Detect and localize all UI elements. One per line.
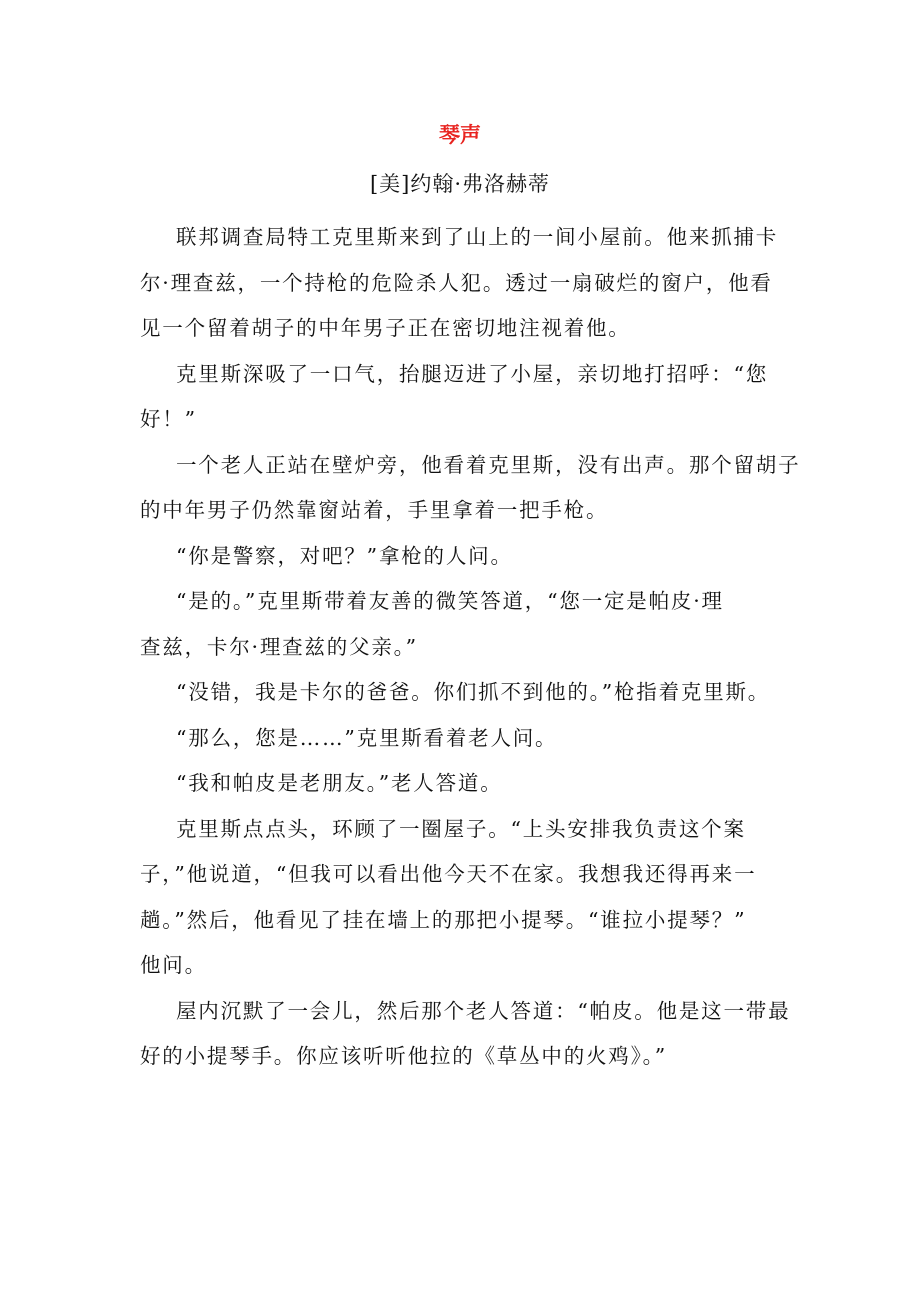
text-line: 好！” (140, 407, 197, 431)
text-line: 联邦调查局特工克里斯来到了山上的一间小屋前。他来抓捕卡 (176, 225, 779, 249)
text-line: 一个老人正站在壁炉旁，他看着克里斯，没有出声。那个留胡子 (176, 452, 801, 477)
text-line: 的中年男子仍然靠窗站着，手里拿着一把手枪。 (140, 498, 609, 522)
text-line: “没错，我是卡尔的爸爸。你们抓不到他的。”枪指着克里斯。 (176, 680, 771, 704)
text-line: 他问。 (140, 953, 207, 977)
text-line: 屋内沉默了一会儿，然后那个老人答道：“帕皮。他是这一带最 (176, 998, 791, 1023)
text-line: 见一个留着胡子的中年男子正在密切地注视着他。 (140, 316, 631, 340)
text-line: “是的。”克里斯带着友善的微笑答道，“您一定是帕皮·理 (176, 589, 724, 613)
text-line: “你是警察，对吧？”拿枪的人问。 (176, 543, 513, 568)
text-line: “我和帕皮是老朋友。”老人答道。 (176, 771, 503, 795)
text-line: 查兹，卡尔·理查兹的父亲。” (140, 634, 418, 659)
text-line: 克里斯点点头，环顾了一圈屋子。“上头安排我负责这个案 (176, 816, 746, 841)
story-body (140, 215, 801, 1080)
text-line: 好的小提琴手。你应该听听他拉的《草丛中的火鸡》。” (140, 1044, 667, 1068)
story-title: 琴声 (439, 122, 481, 147)
text-line: 克里斯深吸了一口气，抬腿迈进了小屋，亲切地打招呼：“您 (176, 361, 769, 386)
text-line: 子，”他说道，“但我可以看出他今天不在家。我想我还得再来一 (140, 862, 757, 886)
story-author: [美]约翰·弗洛赫蒂 (369, 172, 551, 196)
text-line: 尔·理查兹，一个持枪的危险杀人犯。透过一扇破烂的窗户，他看 (140, 270, 773, 295)
text-line: “那么，您是……”克里斯看着老人问。 (176, 725, 558, 750)
text-line: 趟。”然后，他看见了挂在墙上的那把小提琴。“谁拉小提琴？” (140, 907, 747, 932)
